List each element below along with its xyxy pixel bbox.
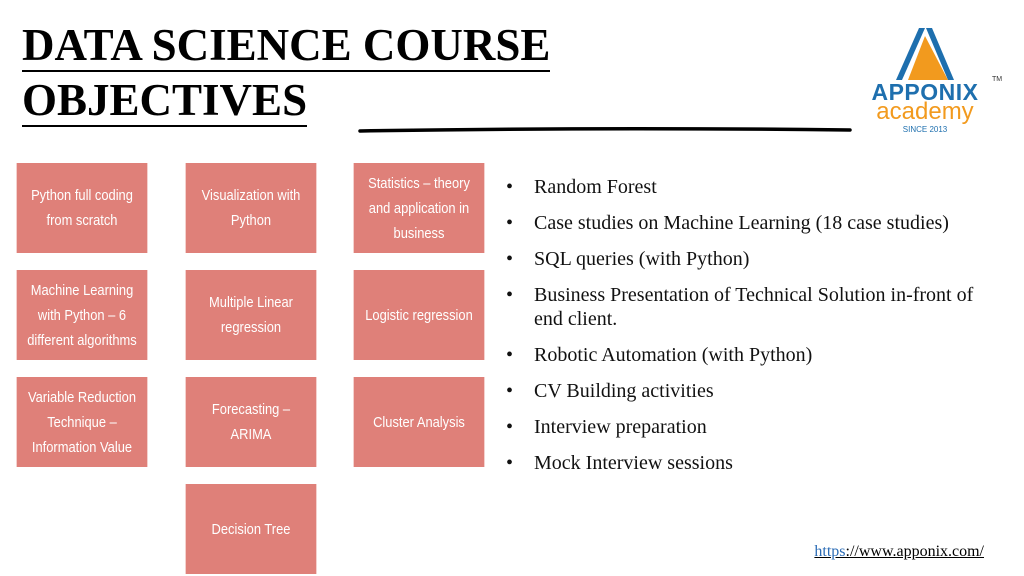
topic-box-python-coding: Python full coding from scratch: [17, 163, 148, 253]
list-item: • Robotic Automation (with Python): [506, 343, 976, 367]
topic-box-logistic-regression: Logistic regression: [354, 270, 485, 360]
website-link-scheme[interactable]: https: [814, 543, 846, 560]
topic-box-forecasting: Forecasting – ARIMA: [186, 377, 317, 467]
logo-mark-icon: [850, 22, 1000, 80]
list-item: • CV Building activities: [506, 379, 976, 403]
topic-box-visualization: Visualization with Python: [186, 163, 317, 253]
list-item: • SQL queries (with Python): [506, 247, 976, 271]
topic-box-decision-tree: Decision Tree: [186, 484, 317, 574]
list-item: • Interview preparation: [506, 415, 976, 439]
page-title: [22, 18, 550, 128]
apponix-logo: [850, 22, 1010, 142]
list-item: • Mock Interview sessions: [506, 451, 976, 475]
title-line-1: DATA SCIENCE COURSE: [22, 20, 551, 70]
logo-brand: APPONIX: [871, 79, 979, 105]
title-line-2: OBJECTIVES: [22, 75, 308, 125]
list-item: • Business Presentation of Technical Solution in-front of end client.: [506, 283, 976, 331]
list-item: • Random Forest: [506, 175, 976, 199]
topic-box-machine-learning: Machine Learning with Python – 6 different algorithms: [17, 270, 148, 360]
topic-box-statistics: Statistics – theory and application in business: [354, 163, 485, 253]
website-link[interactable]: [814, 543, 984, 561]
topic-box-variable-reduction: Variable Reduction Technique – Information Value: [17, 377, 148, 467]
objectives-list: [506, 175, 976, 487]
list-item: • Case studies on Machine Learning (18 case studies): [506, 211, 976, 235]
website-link-rest[interactable]: ://www.apponix.com/: [845, 543, 984, 560]
topic-box-multiple-linear-regression: Multiple Linear regression: [186, 270, 317, 360]
title-underline: [0, 125, 860, 137]
logo-since: SINCE 2013: [902, 125, 948, 134]
logo-academy: academy: [876, 98, 974, 125]
topic-box-cluster-analysis: Cluster Analysis: [354, 377, 485, 467]
logo-trademark: TM: [992, 76, 1003, 83]
